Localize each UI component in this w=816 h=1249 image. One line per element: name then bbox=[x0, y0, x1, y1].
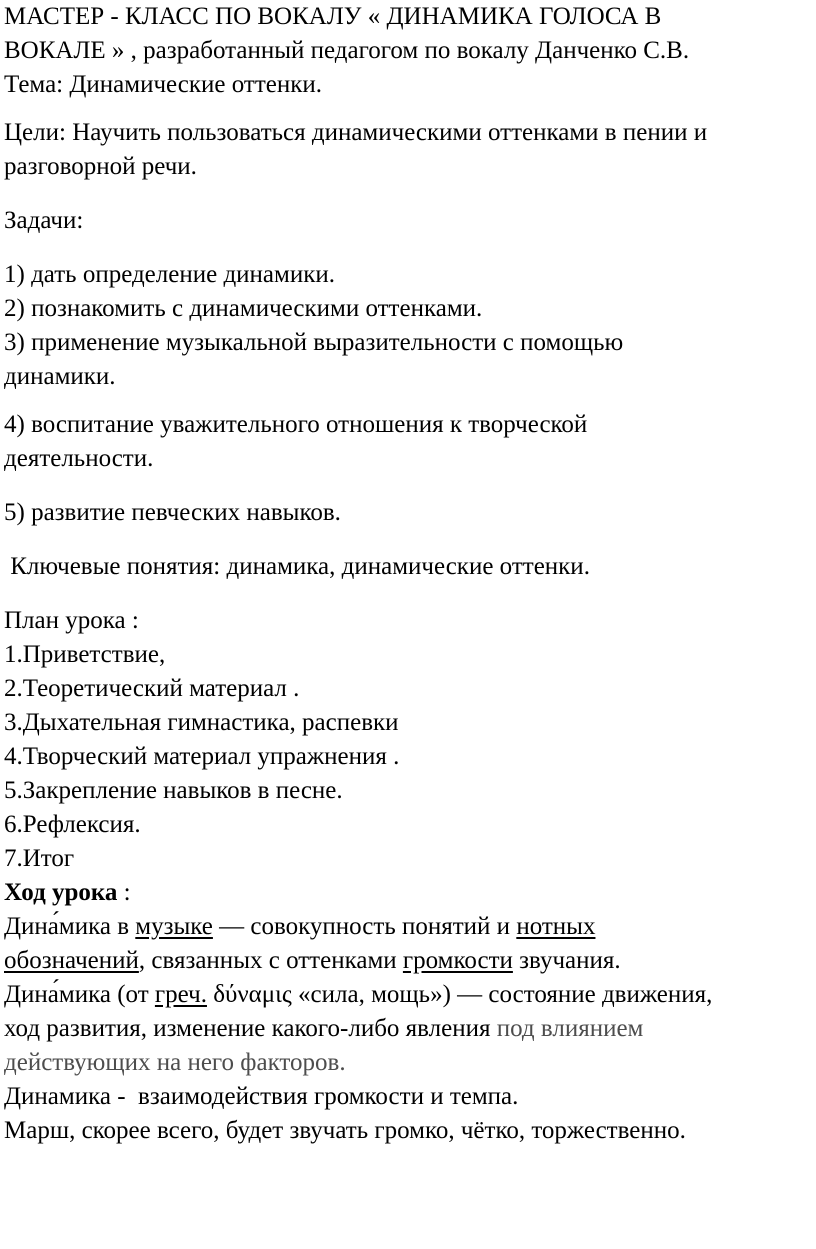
definition-music-line-1 bbox=[4, 910, 816, 944]
march-sentence: Марш, скорее всего, будет звучать громко, чётко, торжественно. bbox=[4, 1117, 686, 1144]
plan-item: 6.Рефлексия. bbox=[4, 811, 141, 838]
definition-text: Дина́мика (от bbox=[4, 981, 155, 1008]
goals-line-1: Цели: Научить пользоваться динамическими оттенками в пении и bbox=[4, 119, 708, 146]
task-item-4-line-1: 4) воспитание уважительного отношения к творческой bbox=[4, 411, 588, 438]
definition-dynamics: Динамика - взаимодействия громкости и темпа. bbox=[4, 1083, 519, 1110]
plan-item: 4.Творческий материал упражнения . bbox=[4, 743, 400, 770]
topic-line: Тема: Динамические оттенки. bbox=[4, 71, 322, 98]
plan-item: 2.Теоретический материал . bbox=[4, 675, 300, 702]
link-music[interactable]: музыке bbox=[135, 913, 213, 940]
title-line-1: МАСТЕР - КЛАСС ПО ВОКАЛУ « ДИНАМИКА ГОЛОСА В bbox=[4, 3, 662, 30]
goals-line-2: разговорной речи. bbox=[4, 153, 197, 180]
tasks-heading: Задачи: bbox=[4, 207, 84, 234]
task-item-3-line-2: динамики. bbox=[4, 363, 116, 390]
course-heading-bold: Ход урока bbox=[4, 879, 118, 906]
plan-item: 5.Закрепление навыков в песне. bbox=[4, 777, 343, 804]
key-concepts: Ключевые понятия: динамика, динамические оттенки. bbox=[4, 553, 590, 580]
definition-text: ход развития, изменение какого-либо явления bbox=[4, 1015, 497, 1042]
link-greek[interactable]: греч. bbox=[154, 981, 207, 1008]
task-item-2: 2) познакомить с динамическими оттенками. bbox=[4, 295, 483, 322]
task-item-3-line-1: 3) применение музыкальной выразительности с помощью bbox=[4, 329, 624, 356]
course-heading bbox=[4, 876, 816, 910]
task-item-4-line-2: деятельности. bbox=[4, 445, 154, 472]
definition-greek-line-3: действующих на него факторов. bbox=[4, 1049, 346, 1076]
plan-item: 3.Дыхательная гимнастика, распевки bbox=[4, 709, 399, 736]
plan-heading: План урока : bbox=[4, 607, 139, 634]
task-item-5: 5) развитие певческих навыков. bbox=[4, 499, 341, 526]
definition-text: , связанных с оттенками bbox=[138, 947, 403, 974]
definition-music-line-2 bbox=[4, 944, 816, 978]
definition-greek-line-1 bbox=[4, 978, 816, 1012]
definition-text: Дина́мика в bbox=[4, 913, 136, 940]
link-loudness[interactable]: громкости bbox=[402, 947, 513, 974]
link-note-notation[interactable]: нотных bbox=[516, 913, 596, 940]
definition-text: звучания. bbox=[512, 947, 621, 974]
task-item-1: 1) дать определение динамики. bbox=[4, 261, 336, 288]
definition-greek-line-2 bbox=[4, 1012, 816, 1046]
title-line-2: ВОКАЛЕ » , разработанный педагогом по вокалу Данченко С.В. bbox=[4, 37, 690, 64]
definition-text-gray: под влиянием bbox=[496, 1015, 644, 1042]
link-note-notation-2[interactable]: обозначений bbox=[4, 947, 139, 974]
course-heading-colon: : bbox=[117, 879, 131, 906]
definition-text: δύναμις «сила, мощь») — состояние движения, bbox=[206, 981, 713, 1008]
plan-item: 7.Итог bbox=[4, 845, 75, 872]
definition-text: — совокупность понятий и bbox=[212, 913, 517, 940]
plan-item: 1.Приветствие, bbox=[4, 641, 166, 668]
